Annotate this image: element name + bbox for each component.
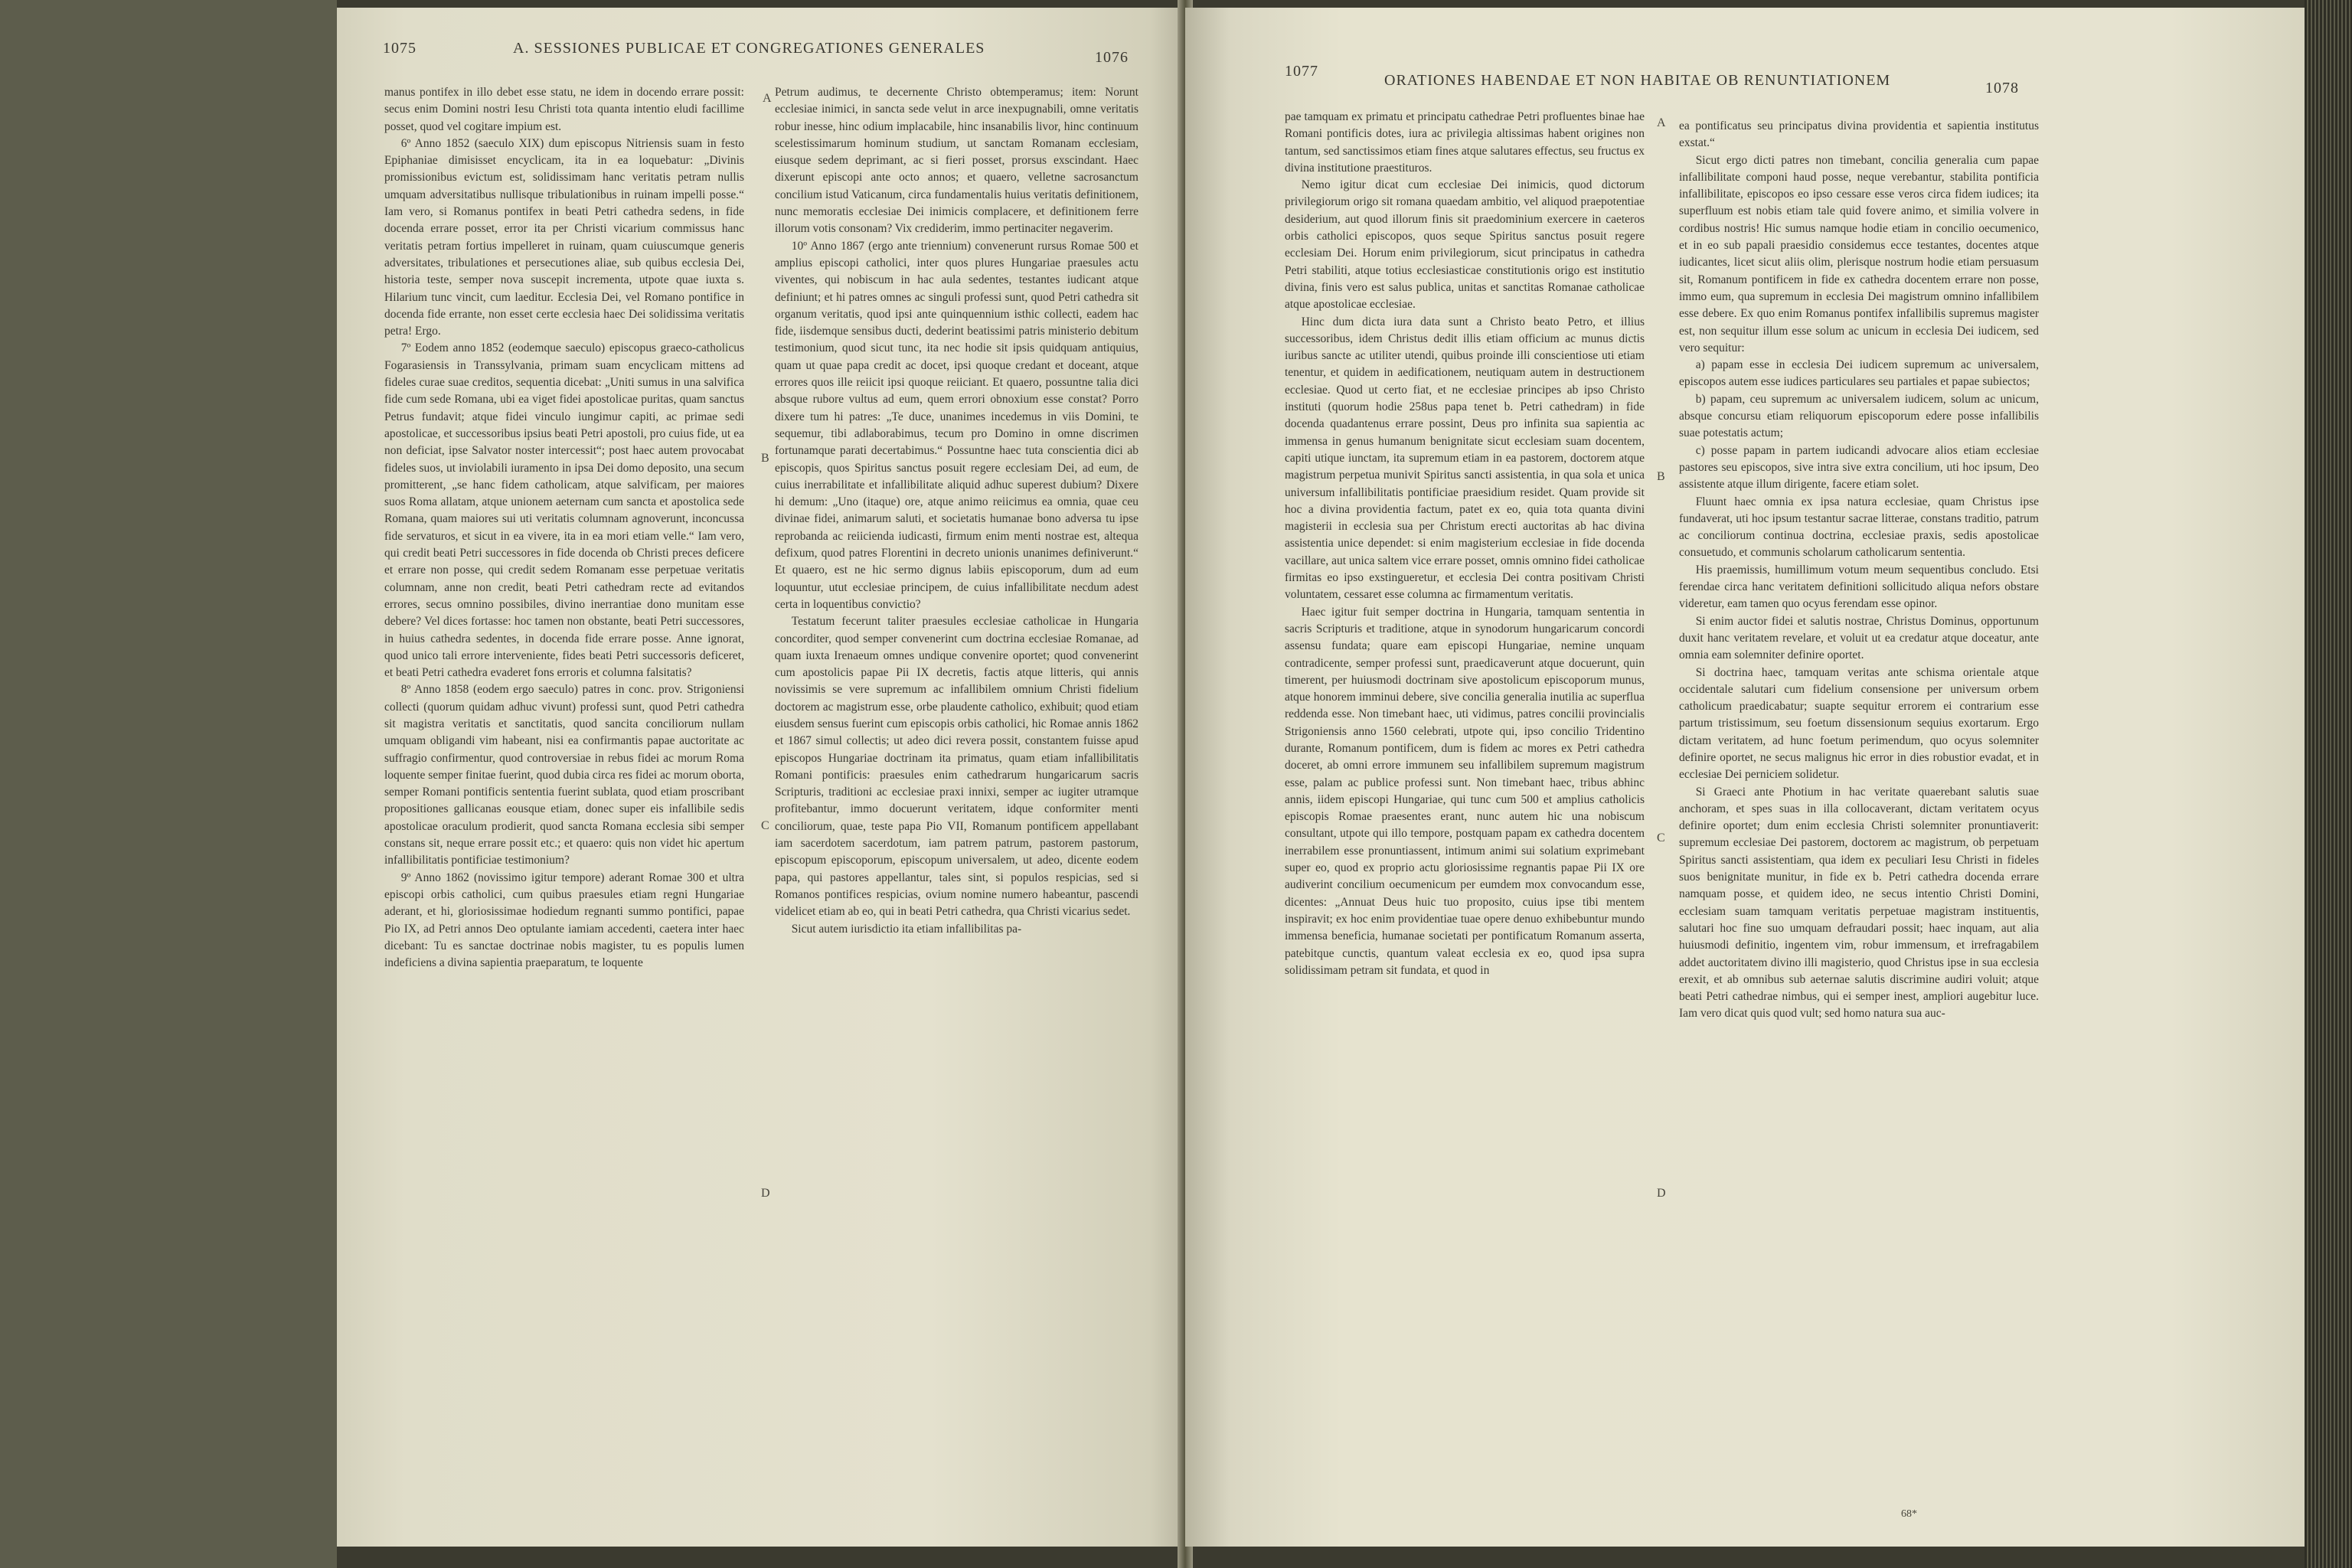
- paragraph: Hinc dum dicta iura data sunt a Christo beato Petro, et illius successoribus, idem Christus dedit illis etiam officium ac munus dictis iuribus sancte ac utiliter utendi, quibus proinde illi conscientiose uti etiam tenentur, et quidem in aedificationem, neutiquam autem in destructionem ecclesiae. Quod ut certo fiat, et ne ecclesiae principes ab ipso Christo instituti (quorum hodie 258us papa tenet b. Petri cathedram) in fide docenda quadantenus errare possint, Deus pro infinita sua sapientia ac immensa in genus humanum benignitate sicut ecclesiam suam docentem, capiti utique iunctam, ita supremum etiam in ea pastorem, doctorem atque magistrum perpetua munivit Spiritus sancti assistentia, in qua sola et unica universum infallibilitatis pontificiae praesidium residet. Quam provide sit hoc a divina providentia factum, patet ex eo, quia tota quanta divini magisterii in ecclesia sua per Christum erecti auctoritas ab hac divina assistentia unice dependet: si enim magisterium ecclesiae in fide docenda vacillare, aut unica saltem vice errare posset, omnis omnino fidei catholicae firmitas eo ipso exstingueretur, et ecclesia Dei contra positivam Christi voluntatem, cessaret esse columna ac firmamentum veritatis.: [1285, 315, 1645, 602]
- paragraph: pae tamquam ex primatu et principatu cathedrae Petri profluentes binae hae Romani pontificis dotes, iura ac privilegia altissimas habent origines non tantum, sed sanctissimos etiam fines atque salutares effectus, seu fructus ex divina institutione praestituros.: [1285, 110, 1645, 175]
- paragraph: 10º Anno 1867 (ergo ante triennium) convenerunt rursus Romae 500 et amplius episcopi catholici, inter quos plures Hungariae praesules actu viventes, qui nobiscum in hac aula sedentes, testantes iudicant atque definiunt; et hi patres omnes ac singuli professi sunt, quod Petri cathedra sit organum veritatis, quod ipsi ante quinquennium isthic collecti, eadem hac fide, iisdemque sensibus ducti, dederint beatissimi patris ministerio debitum testimonium, quod sicut tunc, ita nec hodie sit ipsis quidquam antiquius, quam ut quae papa credit ac docet, ipsi quoque credant et doceant, atque errores quos ille reiicit ipsi quoque reiiciant. Et quaero, possuntne talia dici absque rubore vultus ad eum, quem errori obnoxium esse constat? Porro dixere tum hi patres: „Te duce, unanimes incedemus in viis Domini, te sequemur, tibi adlaborabimus, tecum pro Domino in omne discrimen fortunamque parati decertabimus.“ Possuntne haec tuta conscientia dici ab episcopis, quos Spiritus sanctus posuit regere ecclesiam Dei, ad eum, de cuius inerrabilitate et infallibilitate aliquid adhuc superest dubium? Dixere hi demum: „Uno (itaque) ore, atque animo reiicimus ea omnia, quae ceu divinae fidei, animarum saluti, et societatis humanae bono adversa tu ipse reprobanda ac reiicienda iudicasti, firmum enim menti nostrae est, altequa defixum, quod patres Florentini in decreto unionis unanimes definiverunt.“ Et quaero, est ne hic sermo dignus labiis episcoporum, dum ad eum loquuntur, utut ecclesiae principem, de cuius infallibilitate necdum adest certa in loquentibus convictio?: [775, 239, 1138, 611]
- paragraph: manus pontifex in illo debet esse statu, ne idem in docendo errare possit: secus enim Domini nostri Iesu Christi tota quanta intentio eludi facillime posset, quod vel cogitare impium est.: [384, 86, 744, 133]
- margin-marker: D: [761, 1187, 770, 1200]
- paragraph: 6º Anno 1852 (saeculo XIX) dum episcopus Nitriensis suam in festo Epiphaniae dimisisset encyclicam, ita in ea loquebatur: „Divinis promissionibus evictum est, solidissimam hanc veritatis petram nullis umquam adversitatibus nullisque tribulationibus in ruinam impelli posse.“ Iam vero, si Romanus pontifex in beati Petri cathedra sedens, in fide docenda errare posset, error ita per Christi vicarium commissus hanc veritatis petram fortius impelleret in ruinam, quam cuiuscumque generis adversitates, tribulationes et persecutiones aliae, sub quibus ecclesia Dei, historia teste, semper nova suscepit incrementa, utpote quae iuxta s. Hilarium tunc vincit, cum laeditur. Ecclesia Dei, vel Romano pontifice in docenda fide errante, non esset certe ecclesia haec Dei solidissima veritatis petra! Ergo.: [384, 136, 744, 338]
- margin-marker: B: [761, 452, 769, 465]
- page-number: 1076: [1095, 49, 1129, 66]
- text-column-b: [775, 84, 1138, 938]
- margin-marker: A: [763, 92, 772, 105]
- left-page: [337, 8, 1184, 1547]
- text-column-b: [1679, 118, 2039, 1023]
- paragraph: Fluunt haec omnia ex ipsa natura ecclesiae, quam Christus ipse fundaverat, uti hoc ipsum testantur sacrae litterae, constans traditio, patrum ac conciliorum continua doctrina, ecclesiae praxis, sedis apostolicae consuetudo, et communis scholarum catholicarum sententia.: [1679, 495, 2039, 560]
- paragraph: Si doctrina haec, tamquam veritas ante schisma orientale atque occidentale salutari cum fidelium consensione per universum orbem catholicum praedicabatur; suapte sequitur errorem ei contrarium esse partum tristissimum, seu foetum dissensionum sequius exortarum. Ergo dictam veritatem, ad hunc foetum perimendum, quo ocyus solemniter definire oportet, ne secus malignus hic error in dies robustior evadat, et in ecclesiae Dei perniciem solidetur.: [1679, 665, 2039, 782]
- text-column-a: [1285, 109, 1645, 979]
- paragraph: Testatum fecerunt taliter praesules ecclesiae catholicae in Hungaria concorditer, quod semper convenerint cum doctrina ecclesiae Romanae, ad quam iuxta Irenaeum omnes undique convenire oportet; quod convenerint cum apostolicis papae Pii IX decretis, factis atque litteris, qui annis novissimis se vere supremum ac infallibilem omnium Christi fidelium doctorem ac magistrum esse, orbe plaudente catholico, exhibuit; quod etiam eiusdem sensus fuerint cum episcopis orbis catholici, hic Romae annis 1862 et 1867 simul collectis; ut adeo dici revera possit, constantem fuisse apud episcopos Hungariae doctrinam ita primatus, quam etiam infallibilitatis Romani pontificis: praesules enim cathedrarum hungaricarum sacris Scripturis, traditioni ac ecclesiae praxi innixi, semper ac iugiter utramque profitebantur, immo docuerunt veritatem, idque conformiter menti conciliorum, quae, teste papa Pio VII, Romanum pontificem appellabant iam sacerdotem sacerdotum, iam patrem patrum, pastorem pastorum, episcopum episcoporum, episcopum universalem, ut adeo, dicente eodem papa, qui pastores appellantur, tales sint, si populos respicias, sed si Romanos pontifices respicias, ovium nomine numero habeantur, pascendi videlicet etiam ab eo, qui in beati Petri cathedra, qua Christi vicarius sedet.: [775, 615, 1138, 919]
- page-number: 1077: [1285, 63, 1318, 80]
- margin-marker: D: [1657, 1187, 1666, 1200]
- page-edges: [2305, 0, 2352, 1568]
- paragraph: 7º Eodem anno 1852 (eodemque saeculo) episcopus graeco-catholicus Fogarasiensis in Transsylvania, primam suam encyclicam mittens ad fideles curae suae creditos, sequentia dicebat: „Uniti sumus in una salvifica fide cum sede Romana, ubi ea viget fidei apostolicae puritas, quam sanctus Petrus fundavit; atque fidei vinculo iungimur capiti, ac primae sedi apostolicae, et successoribus ipsius beati Petri apostoli, pro cuius fide, ut ea non deficiat, ipse Salvator noster intercessit“; post haec autem provocabat fideles suos, ut inviolabili iuramento in ipsa Dei domo deposito, una secum promitterent, „se hanc fidem catholicam, atque salvificam, per maiores suos Roma allatam, atque unionem aeternam cum sancta et apostolica sede Romana, quam maiores sui uti veritatis columnam agnoverunt, inconcussa fide servaturos, et sicut in ea vivere, ita in ea mori etiam velle.“ Iam vero, qui credit beati Petri successores in fide docenda ob Christi preces deficere et errare non posse, qui credit sedem Romanam esse perpetuae veritatis columnam, anne non credit, beati Petri cathedram recte ad evitandos errores, secus omnino possibiles, divino inerrantiae dono munitam esse debere? Vel dices fortasse: hoc tamen non obstante, beati Petri successores, in huius cathedra sedentes, in docenda fide errare posse. Anne ignorat, quod unico tali errore interveniente, fides beati Petri successoris deficeret, et beati Petri cathedra evaderet fons erroris et columna falsitatis?: [384, 341, 744, 680]
- paragraph: a) papam esse in ecclesia Dei iudicem supremum ac universalem, episcopos autem esse iudices particulares seu partiales et papae subiectos;: [1679, 358, 2039, 389]
- paragraph: His praemissis, humillimum votum meum sequentibus concludo. Etsi ferendae circa hanc veritatem definitioni sollicitudo aliqua nefors obstare videretur, eam tamen quo ocyus ferendam esse opinor.: [1679, 563, 2039, 611]
- signature-mark: 68*: [1901, 1508, 1917, 1520]
- margin-marker: C: [761, 819, 769, 832]
- paragraph: Sicut ergo dicti patres non timebant, concilia generalia cum papae infallibilitate componi haud posse, neque verebantur, stabilita pontificia infallibilitate, episcopos eo ipso cessare esse veros circa fidem iudices; ita superfluum est nobis etiam tale quid fovere animo, et similia volvere in cordibus nostris! Hic sumus namque hodie etiam in concilio oecumenico, et in eo sub papali praesidio considemus ecce testantes, docentes atque iudicantes, licet sicut aliis olim, plerisque nostrum hodie etiam persuasum sit, Romanum pontificem in fide ex cathedra docentem errare non posse, immo eum, qua supremum in ecclesia Dei magistrum omnino infallibilem esse debere. Ex quo enim Romanus pontifex infallibilis supremus magister est, non sequitur illum esse solum ac unicum in ecclesia Dei iudicem, sed vero sequitur:: [1679, 153, 2039, 354]
- paragraph: 8º Anno 1858 (eodem ergo saeculo) patres in conc. prov. Strigoniensi collecti (quorum quidam adhuc vivunt) professi sunt, quod Petri cathedra sit magistra veritatis et sanctitatis, quod sancita conciliorum nullam umquam obligandi vim habeant, nisi ea confirmantis papae auctoritate ac suffragio confirmentur, quod controversiae in rebus fidei ac morum Roma loquente semper finitae fuerint, quod dubia circa res fidei ac morum oborta, semper Romani pontificis sententia fuerint sublata, quod etiam proscribant propositiones gallicanas eousque etiam, donec super eis infallibile sedis apostolicae oraculum prodierit, quod sancta Romana ecclesia sibi semper constans sit, neque errare possit etc.; et quaero: quis non videt hic apertum infallibilitatis pontificiae testimonium?: [384, 683, 744, 867]
- paragraph: Si Graeci ante Photium in hac veritate quaerebant salutis suae anchoram, et spes suas in illa collocaverant, dictam veritatem ocyus definire oportet; dum enim ecclesia Christi solemniter pronuntiaverit: supremum ecclesiae Dei pastorem, doctorem ac magistrum, ob perpetuam Spiritus sancti assistentiam, qua idem ex peculiari Iesu Christi in fideles suos benignitate munitur, in fide ex b. Petri cathedra docenda errare namquam posse, et quidem ideo, ne secus intentio Christi Domini, ecclesiam suam tamquam veritatis perpetuae magistram instituentis, salutari hoc fine suo umquam defraudari possit; haec inquam, aut alia huiusmodi definitio, ingentem vim, robur immensum, et irrefragabilem addet auctoritatem divino illi magisterio, quod Christus ipse in sua ecclesia erexit, et ab omnibus sub aeternae salutis discrimine audiri voluit; atque beati Petri cathedrae nimbus, qui ei semper inest, ampliori augebitur luce. Iam vero dicat quis quod vult; sed homo natura sua auc-: [1679, 785, 2039, 1021]
- paragraph: Petrum audimus, te decernente Christo obtemperamus; item: Norunt ecclesiae inimici, in sancta sede velut in arce inexpugnabili, omne veritatis robur inesse, hinc odium implacabile, hinc insanabilis livor, hinc continuum scelestissimarum hominum studium, ut sanctam Romanam ecclesiam, eiusque sedem deprimant, ac si fieri posset, prorsus exscindant. Haec dixerunt episcopi ante octo annos; et quaero, velletne sacrosanctum concilium istud Vaticanum, circa fundamentalis huius veritatis definitionem, nunc memoratis ecclesiae Dei inimicis complacere, et definitionem ferre illorum votis consonam? Vix crediderim, immo pertinaciter negaverim.: [775, 86, 1138, 236]
- paragraph: 9º Anno 1862 (novissimo igitur tempore) aderant Romae 300 et ultra episcopi orbis catholici, cum quibus praesules etiam regni Hungariae aderant, et hi, gloriosissimae hodiedum regnanti summo pontifici, papae Pio IX, ad Petri annos Deo optulante iamiam accedenti, caetera inter haec dicebant: Tu es sanctae doctrinae nobis magister, tu es populis lumen indeficiens a divina sapientia praeparatum, te loquente: [384, 871, 744, 970]
- page-number: 1075: [383, 40, 416, 57]
- paragraph: ea pontificatus seu principatus divina providentia et sapientia institutus exstat.“: [1679, 119, 2039, 150]
- paragraph: c) posse papam in partem iudicandi advocare alios etiam ecclesiae pastores seu episcopos, sive intra sive extra concilium, uti hoc ipsum, Deo assistente atque illum dirigente, facere etiam solet.: [1679, 443, 2039, 492]
- text-column-a: [384, 84, 744, 972]
- running-title: A. SESSIONES PUBLICAE ET CONGREGATIONES GENERALES: [513, 40, 985, 57]
- paragraph: Si enim auctor fidei et salutis nostrae, Christus Dominus, opportunum duxit hanc veritatem revelare, et voluit ut ea credatur atque doceatur, ante omnia eam solemniter definire oportet.: [1679, 614, 2039, 662]
- running-title: ORATIONES HABENDAE ET NON HABITAE OB RENUNTIATIONEM: [1384, 72, 1891, 89]
- page-number: 1078: [1985, 80, 2019, 96]
- margin-marker: C: [1657, 831, 1665, 844]
- paragraph: b) papam, ceu supremum ac universalem iudicem, solum ac unicum, absque concursu etiam reliquorum episcoporum edere posse infallibilis suae potestatis actum;: [1679, 392, 2039, 440]
- margin-marker: A: [1657, 116, 1666, 129]
- margin-marker: B: [1657, 470, 1665, 483]
- paragraph: Nemo igitur dicat cum ecclesiae Dei inimicis, quod dictorum privilegiorum origo sit romana quaedam ambitio, vel aliquod praepotentiae desiderium, aut quod illorum finis sit praedominium exercere in caeteros orbis catholici episcopos, quos seque Spiritus sanctus posuit regere ecclesiam Dei. Horum enim privilegiorum, sicut principatus in cathedra Petri stabiliti, atque totius ecclesiasticae constitutionis origo est institutio divina, finis vero est salus publica, unitas et sanctitas Romanae catholicae atque apostolicae ecclesiae.: [1285, 178, 1645, 312]
- paragraph: Haec igitur fuit semper doctrina in Hungaria, tamquam sententia in sacris Scripturis et traditione, atque in synodorum hungaricarum concordi assensu fundata; quare eam episcopi Hungariae, nemine unquam contradicente, semper professi sunt, praedicaverunt atque docuerunt, quin timerent, per huiusmodi doctrinam sive apostolicum episcoporum munus, atque honorem imminui debere, sive concilia generalia inutilia ac superflua reddenda esse. Non timebant haec, uti vidimus, patres concilii provincialis Strigoniensis anno 1560 celebrati, utpote qui, ipso concilio Tridentino durante, Romanum pontificem, dum is fidem ac mores ex Petri cathedra doceret, ab omni errore immunem seu infallibilem supremum magistrum esse, palam ac publice professi sunt. Non timebant haec, tribus abhinc annis, iidem episcopi Hungariae, qui tunc cum 500 et amplius catholicis episcopis Romae praesentes erant, nunc autem hic una nobiscum consultant, utpote qui illo tempore, postquam papam ex cathedra docentem inerrabilem esse pronuntiassent, intimum animi sui solatium exprimebant super eo, quod ex proprio actu gloriosissime regnantis papae Pii IX ore audiverint concilium oecumenicum per eumdem mox convocandum esse, dicentes: „Annuat Deus huic tuo proposito, cuius ipse tibi mentem inspiravit; ex hoc enim providentiae tuae opere denuo exhibebuntur mundo immensa beneficia, humanae societati per pontificatum Romanum asserta, patebitque cunctis, quantum valeat ecclesia ex eo, quod ipsa supra solidissimam petram sit fundata, et quod in: [1285, 605, 1645, 977]
- paragraph: Sicut autem iurisdictio ita etiam infallibilitas pa-: [791, 922, 1022, 936]
- right-page: [1185, 8, 2305, 1547]
